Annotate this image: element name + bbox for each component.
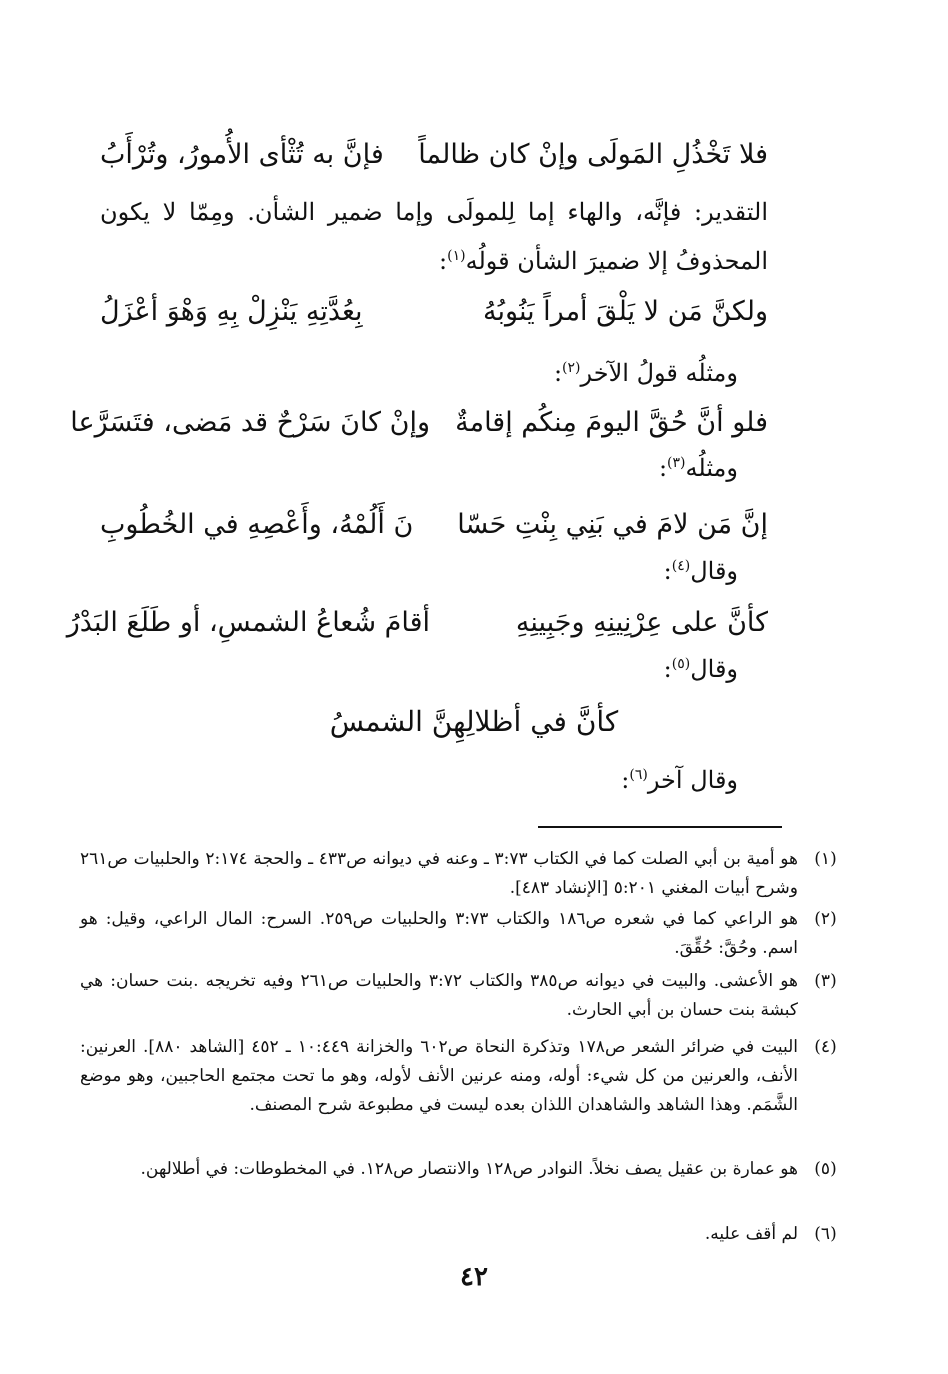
footnote-number: (٣) — [814, 971, 837, 991]
verse-intro: ومثلُه$^{(٣)}$: — [658, 454, 738, 482]
footnote-marker: (٢) — [562, 360, 581, 376]
footnote-3 — [80, 967, 837, 1025]
footnote-marker: (٤) — [671, 558, 691, 574]
verse-2 — [100, 287, 768, 337]
footnote-marker: (١) — [447, 248, 466, 264]
verse-intro: وقال$^{(٤)}$: — [663, 557, 738, 585]
hemistich-first: إنَّ مَن لامَ في بَنِي بِنْتِ حَسّا — [457, 509, 768, 540]
footnote-separator — [538, 826, 782, 828]
verse-5 — [66, 598, 768, 648]
hemistich-first: فلو أنَّ حُقَّ اليومَ مِنكُم إقامةٌ — [455, 407, 768, 438]
hemistich-first: فلا تَخْذُلِ المَولَى وإنْ كان ظالماً — [418, 139, 768, 170]
footnote-text: هو أمية بن أبي الصلت كما في الكتاب ٣:٧٣ ـ وعنه في ديوانه ص٤٣٣ ـ والحجة ٢:١٧٤ والحلبيات ص٢٦١ وشرح أبيات المغني ٥:٢٠١ [الإنشاد ٤٨٣]. — [80, 849, 798, 898]
intro-text: وقال — [690, 655, 738, 683]
hemistich-second: بِعُدَّتِهِ يَنْزِلْ بِهِ وَهْوَ أعْزَلُ — [100, 296, 363, 327]
footnote-number: (٥) — [814, 1159, 837, 1179]
footnote-number: (١) — [814, 849, 837, 869]
footnote-text: هو الأعشى. والبيت في ديوانه ص٣٨٥ والكتاب ٣:٧٢ والحلبيات ص٢٦١ وفيه تخريجه .بنت حسان: هي كبشة بنت حسان بن أبي الحارث. — [80, 971, 798, 1020]
prose-text: التقدير: فإنَّه، والهاء إما لِلمولَى وإما ضمير الشأن. ومِمّا لا يكون المحذوفُ إلا ضميرَ الشأن قولُه — [100, 198, 768, 275]
footnote-2 — [80, 905, 837, 963]
intro-text: ومثلُه قولُ الآخر — [580, 359, 738, 387]
hemistich-second: أقامَ شُعاعُ الشمسِ، أو طَلَعَ البَدْرُ — [66, 607, 430, 638]
centered-hemistich: كأنَّ في أظلالِهِنَّ الشمسُ — [329, 705, 619, 738]
footnote-number: (٤) — [814, 1037, 837, 1057]
hemistich-second: نَ أَلُمْهُ، وأَعْصِهِ في الخُطُوبِ — [100, 509, 414, 540]
intro-text: وقال آخر — [647, 766, 738, 794]
intro-text: ومثلُه — [685, 454, 738, 482]
hemistich-first: كأنَّ على عِرْنِينِهِ وجَبِينِهِ — [515, 607, 768, 638]
footnote-text: لم أقف عليه. — [704, 1224, 798, 1244]
verse-1 — [100, 130, 768, 180]
verse-intro: وقال آخر$^{(٦)}$: — [621, 766, 738, 794]
hemistich-second: وإنْ كانَ سَرْحٌ قد مَضى، فتَسَرَّعا — [70, 407, 430, 438]
footnote-4 — [80, 1033, 837, 1120]
verse-intro: ومثلُه قولُ الآخر$^{(٢)}$: — [553, 359, 738, 387]
footnote-marker: (٦) — [629, 767, 648, 783]
footnote-number: (٢) — [814, 909, 837, 929]
footnote-marker: (٥) — [671, 656, 691, 672]
footnote-1 — [80, 845, 837, 903]
page-number: ٤٢ — [460, 1262, 488, 1292]
hemistich-second: فإنَّ به تُثْأى الأُمورُ، وتُرْأَبُ — [100, 139, 384, 170]
verse-intro: وقال$^{(٥)}$: — [663, 655, 738, 683]
footnote-text: هو الراعي كما في شعره ص١٨٦ والكتاب ٣:٧٣ والحلبيات ص٢٥٩. السرح: المال الراعي، وقيل: هو اسم. وحُقَّ: حُقِّقَ. — [80, 909, 798, 958]
prose-paragraph: التقدير: فإنَّه، والهاء إما لِلمولَى وإما ضمير الشأن. ومِمّا لا يكون المحذوفُ إلا ضميرَ الشأن قولُه$^{(١)}$: — [100, 198, 768, 275]
footnote-5 — [80, 1155, 837, 1184]
footnote-number: (٦) — [814, 1224, 837, 1244]
verse-4 — [100, 500, 768, 550]
verse-3 — [70, 398, 768, 448]
footnote-marker: (٣) — [667, 455, 686, 471]
intro-text: وقال — [690, 557, 738, 585]
footnote-6 — [80, 1220, 837, 1249]
footnote-text: هو عمارة بن عقيل يصف نخلاً. النوادر ص١٢٨ والانتصار ص١٢٨. في المخطوطات: في أطلالهن. — [140, 1159, 798, 1179]
hemistich-first: ولكنَّ مَن لا يَلْقَ أمراً يَنُوبُهُ — [483, 296, 768, 327]
footnote-text: البيت في ضرائر الشعر ص١٧٨ وتذكرة النحاة ص٦٠٢ والخزانة ١٠:٤٤٩ ـ ٤٥٢ [الشاهد ٨٨٠]. العرنين: الأنف، والعرنين من كل شيء: أوله، ومنه عرنين الأنف لأوله، وهو ما تحت مجتمع الحاجبين، وهو موضع الشَّمَم. وهذا الشاهد والشاهدان اللذان بعده ليست في مطبوعة شرح المصنف. — [80, 1037, 799, 1115]
